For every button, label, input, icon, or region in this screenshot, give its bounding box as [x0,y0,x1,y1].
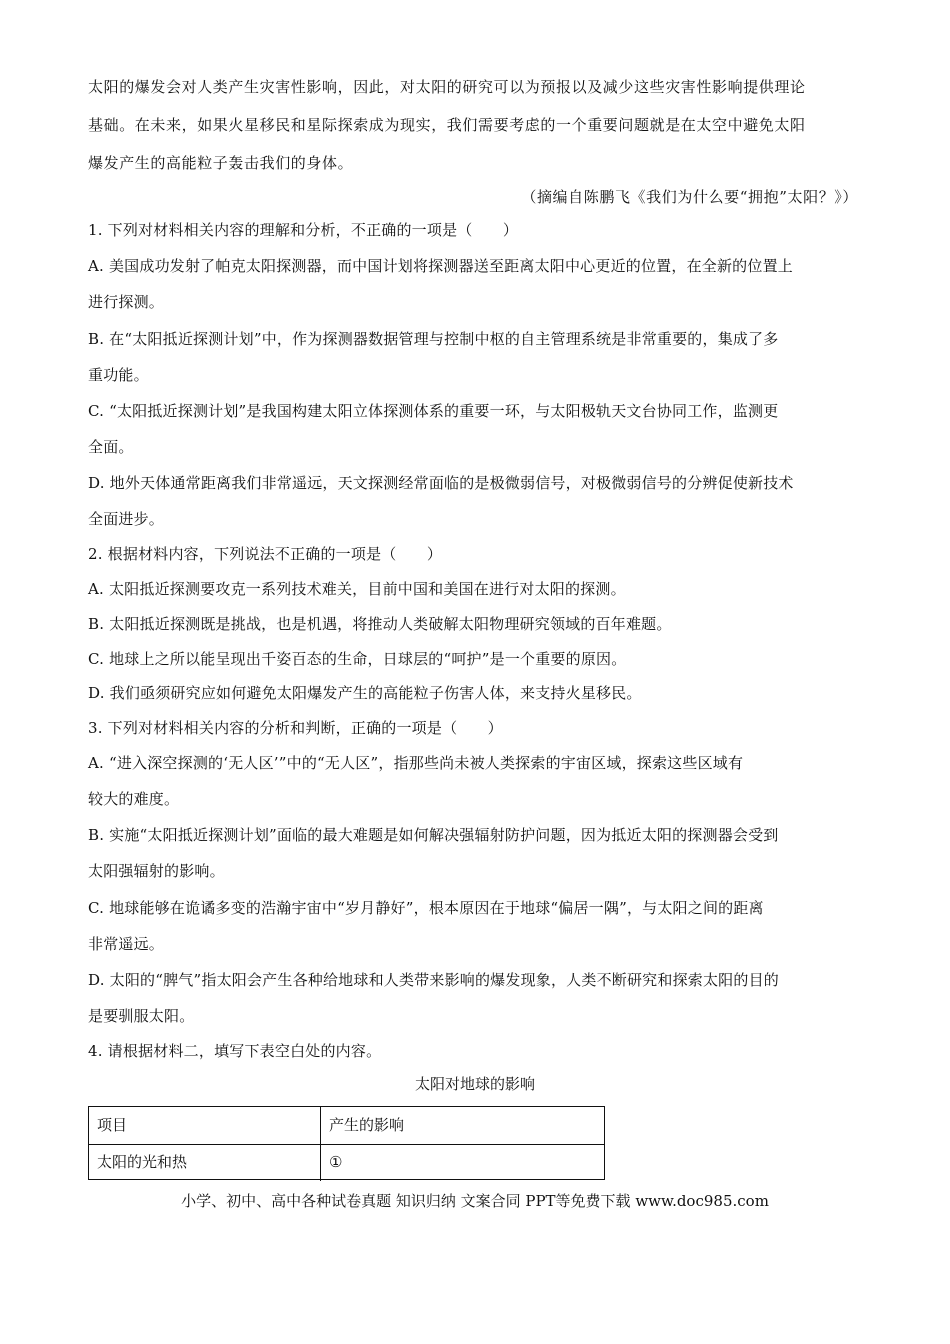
question-stem: 3. 下列对材料相关内容的分析和判断，正确的一项是（ ） [88,719,503,737]
option-c-line-2: 全面。 [88,438,134,456]
option-a-line-2: 较大的难度。 [88,790,180,808]
question-stem: 4. 请根据材料二，填写下表空白处的内容。 [88,1042,382,1060]
option-d-line-1: D. 地外天体通常距离我们非常遥远，天文探测经常面临的是极微弱信号，对极微弱信号的分辨促使新技术 [88,474,794,492]
table-cell-blank: ① [329,1153,343,1171]
table-header-cell: 项目 [89,1107,321,1144]
option-b-line-1: B. 太阳抵近探测既是挑战，也是机遇，将推动人类破解太阳物理研究领域的百年难题。 [88,615,672,633]
option-c-line-1: C. 地球上之所以能呈现出千姿百态的生命，日球层的“呵护”是一个重要的原因。 [88,650,627,668]
option-d-line-2: 是要驯服太阳。 [88,1007,195,1025]
table-header-row [89,1107,604,1145]
question-stem: 2. 根据材料内容，下列说法不正确的一项是（ ） [88,545,443,563]
page-footer: 小学、初中、高中各种试卷真题 知识归纳 文案合同 PPT等免费下载 www.doc985.com [181,1192,769,1210]
option-d-line-1: D. 我们亟须研究应如何避免太阳爆发产生的高能粒子伤害人体，来支持火星移民。 [88,684,642,702]
table-caption: 太阳对地球的影响 [414,1075,535,1093]
passage-line: 基础。在未来，如果火星移民和星际探索成为现实，我们需要考虑的一个重要问题就是在太空中避免太阳 [88,116,806,134]
option-b-line-1: B. 在“太阳抵近探测计划”中，作为探测器数据管理与控制中枢的自主管理系统是非常重要的，集成了多 [88,330,779,348]
option-d-line-2: 全面进步。 [88,510,165,528]
option-c-line-2: 非常遥远。 [88,935,165,953]
table-cell: 太阳的光和热 [89,1144,321,1181]
option-a-line-1: A. 太阳抵近探测要攻克一系列技术难关，目前中国和美国在进行对太阳的探测。 [88,580,626,598]
option-d-line-1: D. 太阳的“脾气”指太阳会产生各种给地球和人类带来影响的爆发现象，人类不断研究和探索太阳的目的 [88,971,779,989]
option-a-line-1: A. 美国成功发射了帕克太阳探测器，而中国计划将探测器送至距离太阳中心更近的位置，在全新的位置上 [88,257,793,275]
option-b-line-2: 重功能。 [88,366,149,384]
table-row [89,1144,604,1181]
option-c-line-1: C. “太阳抵近探测计划”是我国构建太阳立体探测体系的重要一环，与太阳极轨天文台协同工作，监测更 [88,402,779,420]
effects-table [88,1106,605,1180]
table-header-cell: 产生的影响 [329,1116,405,1134]
option-b-line-1: B. 实施“太阳抵近探测计划”面临的最大难题是如何解决强辐射防护问题，因为抵近太阳的探测器会受到 [88,826,779,844]
option-c-line-1: C. 地球能够在诡谲多变的浩瀚宇宙中“岁月静好”，根本原因在于地球“偏居一隅”，与太阳之间的距离 [88,899,764,917]
option-a-line-1: A. “进入深空探测的‘无人区’”中的“无人区”，指那些尚未被人类探索的宇宙区域，探索这些区域有 [88,754,744,772]
option-b-line-2: 太阳强辐射的影响。 [88,862,225,880]
passage-line: 爆发产生的高能粒子轰击我们的身体。 [88,154,354,172]
passage-source: （摘编自陈鹏飞《我们为什么要“拥抱”太阳？》） [521,188,858,206]
option-a-line-2: 进行探测。 [88,293,165,311]
question-stem: 1. 下列对材料相关内容的理解和分析，不正确的一项是（ ） [88,221,519,239]
passage-line: 太阳的爆发会对人类产生灾害性影响，因此，对太阳的研究可以为预报以及减少这些灾害性影响提供理论 [88,78,806,96]
